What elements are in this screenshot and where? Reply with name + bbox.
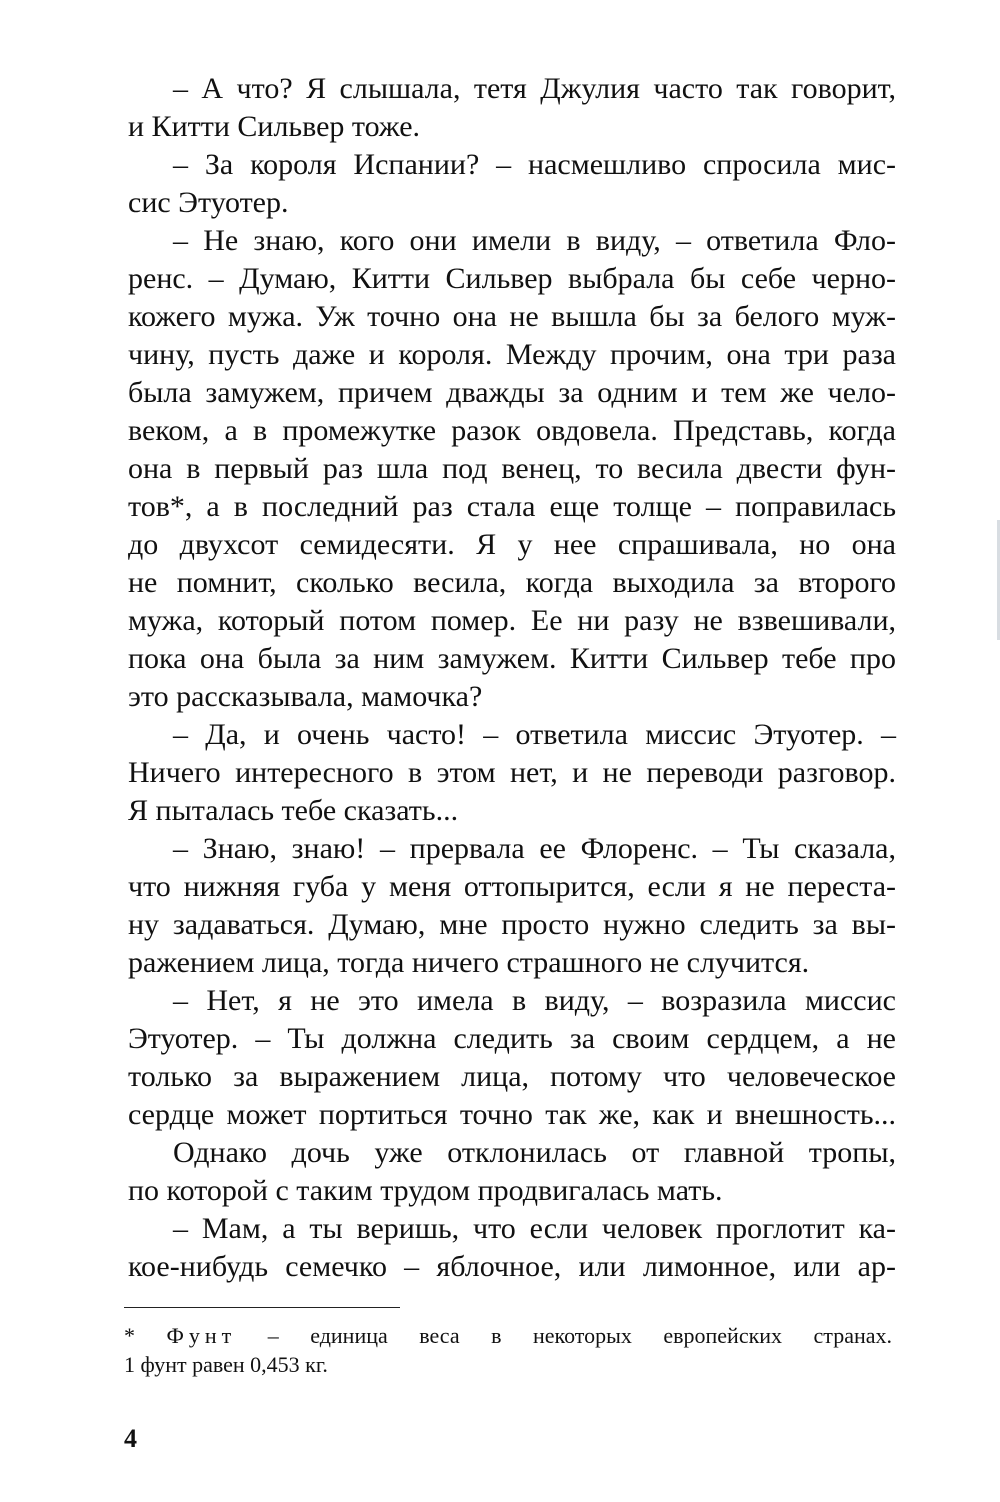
text-line: что нижняя губа у меня оттопырится, если я не переста-	[128, 870, 896, 903]
text-line: и Китти Сильвер тоже.	[128, 110, 421, 143]
text-line: ну задаваться. Думаю, мне просто нужно следить за вы-	[128, 908, 896, 941]
text-line: – Да, и очень часто! – ответила миссис Этуотер. –	[173, 718, 896, 751]
text-line: тов*, а в последний раз стала еще толще – поправилась	[128, 490, 896, 523]
footnote-line-2: 1 фунт равен 0,453 кг.	[124, 1352, 328, 1377]
page-number: 4	[124, 1424, 137, 1453]
text-line: кое-нибудь семечко – яблочное, или лимонное, или ар-	[128, 1250, 896, 1283]
text-line: Я пыталась тебе сказать...	[128, 794, 459, 827]
text-line: ренс. – Думаю, Китти Сильвер выбрала бы себе черно-	[128, 262, 896, 295]
text-line: кожего мужа. Уж точно она не вышла бы за белого муж-	[128, 300, 896, 333]
text-line: – Нет, я не это имела в виду, – возразила миссис	[173, 984, 896, 1017]
text-line: – Не знаю, кого они имели в виду, – ответила Фло-	[173, 224, 896, 257]
text-line: сис Этуотер.	[128, 186, 289, 219]
text-line: веком, а в промежутке разок овдовела. Представь, когда	[128, 414, 896, 447]
text-line: Однако дочь уже отклонилась от главной тропы,	[173, 1136, 896, 1169]
text-line: – Мам, а ты веришь, что если человек проглотит ка-	[173, 1212, 896, 1245]
footnote-marker: *	[124, 1323, 167, 1348]
text-line: по которой с таким трудом продвигалась мать.	[128, 1174, 723, 1207]
text-line: – А что? Я слышала, тетя Джулия часто так говорит,	[173, 72, 896, 105]
text-line: была замужем, причем дважды за одним и тем же чело-	[128, 376, 896, 409]
text-line: до двухсот семидесяти. Я у нее спрашивала, но она	[128, 528, 896, 561]
footnote-line-1	[124, 1321, 892, 1351]
text-line: пока она была за ним замужем. Китти Сильвер тебе про	[128, 642, 896, 675]
text-line: не помнит, сколько весила, когда выходила за второго	[128, 566, 896, 599]
text-line: – Знаю, знаю! – прервала ее Флоренс. – Ты сказала,	[173, 832, 896, 865]
footnote-definition: – единица веса в некоторых европейских странах.	[236, 1323, 892, 1348]
text-line: мужа, который потом помер. Ее ни разу не взвешивали,	[128, 604, 896, 637]
text-line: ражением лица, тогда ничего страшного не случится.	[128, 946, 810, 979]
text-line: это рассказывала, мамочка?	[128, 680, 483, 713]
footnote-divider	[124, 1307, 400, 1308]
text-line: только за выражением лица, потому что человеческое	[128, 1060, 896, 1093]
text-line: Ничего интересного в этом нет, и не переводи разговор.	[128, 756, 896, 789]
footnote-term: Фунт	[166, 1323, 237, 1348]
text-line: сердце может портиться точно так же, как и внешность...	[128, 1098, 896, 1131]
text-line: – За короля Испании? – насмешливо спросила мис-	[173, 148, 896, 181]
text-line: Этуотер. – Ты должна следить за своим сердцем, а не	[128, 1022, 896, 1055]
text-line: чину, пусть даже и короля. Между прочим, она три раза	[128, 338, 896, 371]
text-line: она в первый раз шла под венец, то весила двести фун-	[128, 452, 896, 485]
